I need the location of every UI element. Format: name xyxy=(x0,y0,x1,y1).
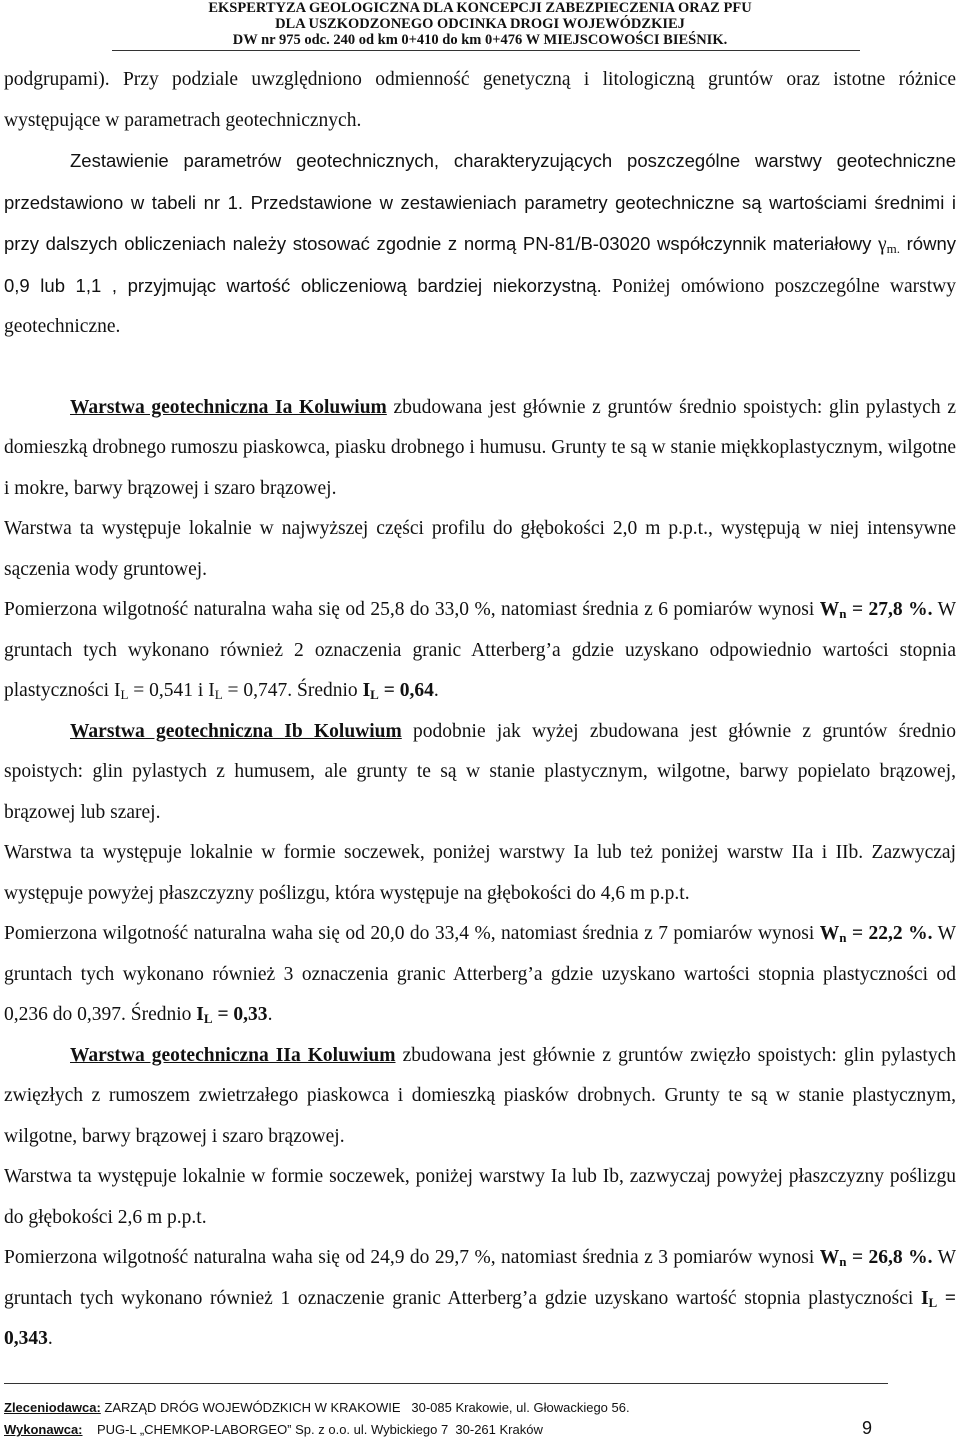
layer-iia-desc: zbudowana jest głównie z gruntów zwięzło spoistych: glin pylastych zwięzłych z rumoszem zwietrzałego piaskowca i domieszką piasków drobnych. Grunty te są w stanie plastycznym, wilgotne, barwy brązowej i szaro brązowej. xyxy=(4,1044,956,1147)
layer-iia-occurrence: Warstwa ta występuje lokalnie w formie soczewek, poniżej warstwy Ia lub Ib, zazwyczaj powyżej płaszczyzny poślizgu do głębokości 2,6 m p.p.t. xyxy=(4,1166,956,1228)
sentence-end: . xyxy=(267,1004,273,1025)
il-mean-value: = 0,33 xyxy=(212,1004,268,1025)
layer-ib-atterberg: W gruntach tych wykonano również 3 oznaczenia granic Atterberg’a gdzie uzyskano wartości stopnia plastyczności od 0,236 do 0,397. Średnio xyxy=(4,923,956,1025)
layer-ia-occurrence: Warstwa ta występuje lokalnie w najwyższej części profilu do głębokości 2,0 m p.p.t., występują w niej intensywne sączenia wody gruntowej. xyxy=(4,518,956,580)
il-value-1: = 0,541 i xyxy=(128,680,209,701)
wn-subscript: n xyxy=(839,930,847,945)
paragraph-intro xyxy=(4,60,956,141)
client-label: Zleceniodawca: xyxy=(4,1400,101,1415)
footer-client xyxy=(4,1400,904,1416)
il-symbol: I xyxy=(196,1004,204,1025)
layer-ia-description xyxy=(4,388,956,510)
layer-ia-moisture xyxy=(4,590,956,712)
il-symbol: I xyxy=(362,680,371,701)
il-subscript: L xyxy=(203,1011,213,1026)
footer-rule xyxy=(4,1383,888,1384)
layer-iia-moisture xyxy=(4,1238,956,1360)
wn-symbol: W xyxy=(819,1247,840,1268)
contractor-label: Wykonawca: xyxy=(4,1422,83,1437)
paragraph-parameters xyxy=(4,141,956,348)
gamma-symbol: γ xyxy=(878,234,887,255)
header-rule xyxy=(112,50,860,51)
wn-symbol: W xyxy=(819,599,840,620)
layer-ib-occurrence: Warstwa ta występuje lokalnie w formie soczewek, poniżej warstwy Ia lub też poniżej warstw IIa i IIb. Zazwyczaj występuje powyżej płaszczyzny poślizgu, która występuje na głębokości do 4,6 m p.p.t. xyxy=(4,842,956,904)
sentence-end: . xyxy=(433,680,439,701)
il-subscript: L xyxy=(928,1294,938,1310)
layer-iia-title: Warstwa geotechniczna IIa Koluwium xyxy=(70,1044,396,1066)
il-symbol: I xyxy=(920,1287,929,1309)
il-subscript: L xyxy=(214,687,223,702)
il-subscript: L xyxy=(120,687,129,702)
layer-ib-il-mean xyxy=(196,1004,267,1025)
layer-ib-title: Warstwa geotechniczna Ib Koluwium xyxy=(70,720,402,742)
layer-iia-atterberg: W gruntach tych wykonano również 1 oznaczenie granic Atterberg’a gdzie uzyskano wartość stopnia plastyczności xyxy=(4,1247,956,1309)
client-value: ZARZĄD DRÓG WOJEWÓDZKICH W KRAKOWIE 30-085 Krakowie, ul. Głowackiego 56. xyxy=(100,1400,630,1415)
page-number: 9 xyxy=(862,1418,873,1438)
il-symbol: I xyxy=(113,680,121,701)
header-line-3: DW nr 975 odc. 240 od km 0+410 do km 0+476 W MIEJSCOWOŚCI BIEŚNIK. xyxy=(232,32,728,48)
parameters-last-sentence: Poniżej omówiono poszczególne warstwy geotechniczne. xyxy=(4,275,956,337)
layer-iia-description xyxy=(4,1036,956,1158)
document-body xyxy=(4,60,956,1360)
gamma-subscript: m. xyxy=(886,241,900,256)
il-mean-value: = 0,64 xyxy=(378,680,434,701)
wn-symbol: W xyxy=(819,923,840,944)
wn-value: = 27,8 %. xyxy=(846,599,933,620)
parameters-text: Zestawienie parametrów geotechnicznych, charakteryzujących poszczególne warstwy geotechniczne przedstawiono w tabeli nr 1. Przedstawione w zestawieniach parametry geotechniczne są wartościami średnimi i przy dalszych obliczeniach należy stosować zgodnie z normą PN-81/B-03020 współczynnik materiałowy xyxy=(4,150,956,254)
wn-subscript: n xyxy=(839,1254,847,1269)
layer-ib-desc: podobnie jak wyżej zbudowana jest głównie z gruntów średnio spoistych: glin pylastych z humusem, ale grunty te są w stanie plastycznym, wilgotne, barwy popielato brązowej, brązowej lub szarej. xyxy=(4,720,956,823)
wn-subscript: n xyxy=(839,606,847,621)
footer-contractor xyxy=(4,1422,904,1438)
document-header xyxy=(0,0,960,48)
sentence-end: . xyxy=(47,1328,53,1349)
contractor-value: PUG-L „CHEMKOP-LABORGEO” Sp. z o.o. ul. Wybickiego 7 30-261 Kraków xyxy=(82,1422,543,1437)
layer-ia-moisture-intro: Pomierzona wilgotność naturalna waha się od 25,8 do 33,0 %, natomiast średnia z 6 pomiarów wynosi xyxy=(4,599,820,620)
layer-ia-atterberg: W gruntach tych wykonano również 2 oznaczenia granic Atterberg’a gdzie uzyskano odpowiednio wartości stopnia plastyczności xyxy=(4,599,956,701)
layer-ib-moisture xyxy=(4,914,956,1036)
wn-value: = 26,8 %. xyxy=(846,1247,933,1268)
layer-ia-title: Warstwa geotechniczna Ia Koluwium xyxy=(70,396,387,418)
layer-iia-wn xyxy=(820,1247,933,1268)
layer-ia-wn xyxy=(820,599,933,620)
layer-ia-desc: zbudowana jest głównie z gruntów średnio spoistych: glin pylastych z domieszką drobnego rumoszu piaskowca, piasku drobnego i humusu. Grunty te są w stanie miękkoplastycznym, wilgotne i mokre, barwy brązowej i szaro brązowej. xyxy=(4,396,956,499)
header-line-1: EKSPERTYZA GEOLOGICZNA DLA KONCEPCJI ZABEZPIECZENIA ORAZ PFU xyxy=(208,0,752,16)
layer-ib-description xyxy=(4,712,956,834)
il-value-2: = 0,747. Średnio xyxy=(222,680,363,701)
parameters-text-2: równy 0,9 lub 1,1 , przyjmując wartość obliczeniową bardziej niekorzystną. xyxy=(4,233,956,296)
header-line-2: DLA USZKODZONEGO ODCINKA DROGI WOJEWÓDZKIEJ xyxy=(275,16,685,32)
layer-ib-moisture-intro: Pomierzona wilgotność naturalna waha się od 20,0 do 33,4 %, natomiast średnia z 7 pomiarów wynosi xyxy=(4,923,820,944)
il-subscript: L xyxy=(370,687,379,702)
paragraph-intro-text: podgrupami). Przy podziale uwzględniono odmienność genetyczną i litologiczną gruntów oraz istotne różnice występujące w parametrach geotechnicznych. xyxy=(4,69,956,131)
layer-ib-wn xyxy=(820,923,933,944)
il-mean-value: = 0,343 xyxy=(4,1287,956,1349)
wn-value: = 22,2 %. xyxy=(846,923,933,944)
il-symbol: I xyxy=(208,680,215,701)
layer-ia-il-mean xyxy=(363,680,434,701)
layer-iia-moisture-intro: Pomierzona wilgotność naturalna waha się od 24,9 do 29,7 %, natomiast średnia z 3 pomiarów wynosi xyxy=(4,1247,820,1268)
